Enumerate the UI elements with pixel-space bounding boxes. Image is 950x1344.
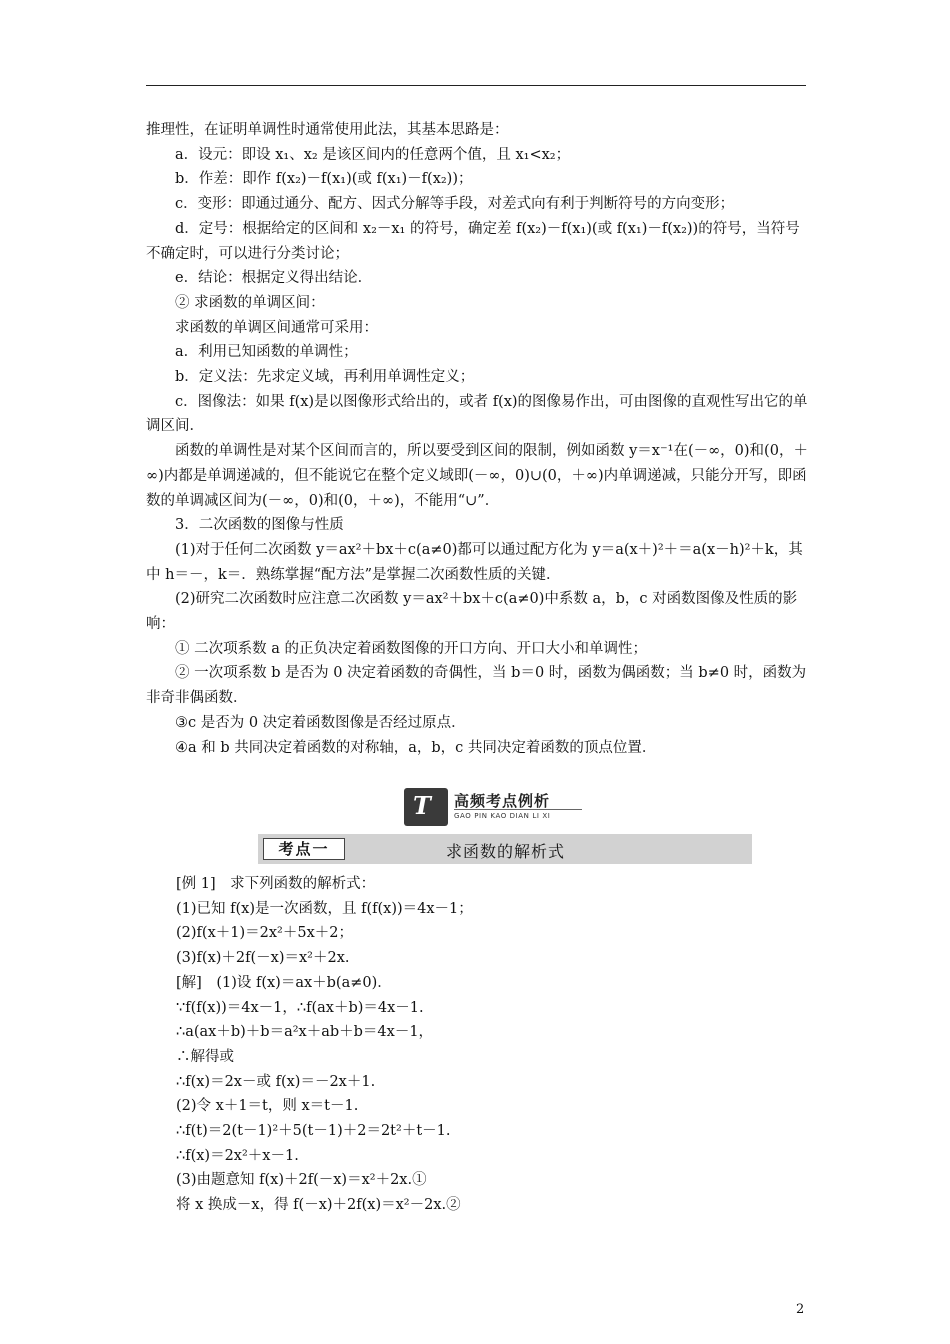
- text-line: ∴f(t)＝2(t－1)²＋5(t－1)＋2＝2t²＋t－1.: [176, 1123, 451, 1140]
- text-line: a．利用已知函数的单调性；: [175, 344, 358, 361]
- text-line: ∴f(x)＝2x－或 f(x)＝－2x＋1.: [176, 1073, 376, 1090]
- kaodian-bar: [258, 834, 752, 864]
- kaodian-tag: 考点一: [263, 838, 345, 860]
- text-line: a．设元：即设 x₁、x₂ 是该区间内的任意两个值，且 x₁<x₂；: [175, 146, 571, 163]
- banner-divider: [454, 809, 582, 810]
- header-rule: [146, 85, 806, 86]
- text-line: 将 x 换成－x，得 f(－x)＋2f(x)＝x²－2x.②: [176, 1197, 461, 1214]
- text-line: c．图像法：如果 f(x)是以图像形式给出的，或者 f(x)的图像易作出，可由图像的直观性写出它的单调区间．: [146, 393, 808, 435]
- text-line: ④a 和 b 共同决定着函数的对称轴，a，b，c 共同决定着函数的顶点位置．: [175, 739, 657, 756]
- body-text: [146, 118, 810, 760]
- text-line: (2)令 x＋1＝t，则 x＝t－1.: [176, 1098, 359, 1115]
- text-line: 求函数的单调区间通常可采用：: [175, 319, 378, 336]
- text-line: (1)对于任何二次函数 y＝ax²＋bx＋c(a≠0)都可以通过配方化为 y＝a(x＋)²＋＝a(x－h)²＋k，其中 h＝－，k＝．熟练掌握“配方法”是掌握二次函数性质的关键．: [146, 541, 803, 583]
- text-line: ∴f(x)＝2x²＋x－1.: [176, 1147, 299, 1164]
- text-line: ② 求函数的单调区间：: [175, 294, 325, 311]
- text-line: (2)f(x＋1)＝2x²＋5x＋2；: [176, 925, 353, 942]
- banner-title: 高频考点例析: [454, 792, 551, 810]
- text-line: (1)已知 f(x)是一次函数，且 f(f(x))＝4x－1；: [176, 900, 473, 917]
- text-line: ∴a(ax＋b)＋b＝a²x＋ab＋b＝4x－1，: [176, 1024, 434, 1041]
- text-line: [解] (1)设 f(x)＝ax＋b(a≠0)．: [176, 974, 392, 991]
- page-number: 2: [796, 1302, 805, 1317]
- text-line: b．定义法：先求定义域，再利用单调性定义；: [175, 369, 475, 386]
- banner-logo-glyph: T: [413, 791, 431, 820]
- text-line: ∴解得或: [176, 1048, 234, 1065]
- text-line: [例 1] 求下列函数的解析式：: [176, 876, 376, 892]
- banner-subtitle: GAO PIN KAO DIAN LI XI: [454, 812, 551, 820]
- text-line: (3)由题意知 f(x)＋2f(－x)＝x²＋2x.①: [176, 1172, 427, 1189]
- section-banner: [404, 786, 584, 826]
- kaodian-title: 求函数的解析式: [446, 842, 566, 861]
- text-line: 推理性，在证明单调性时通常使用此法，其基本思路是：: [146, 122, 509, 138]
- text-line: b．作差：即作 f(x₂)－f(x₁)(或 f(x₁)－f(x₂))；: [175, 171, 473, 188]
- text-line: ③c 是否为 0 决定着函数图像是否经过原点．: [175, 714, 466, 731]
- text-line: e．结论：根据定义得出结论．: [175, 270, 373, 287]
- banner-logo-icon: [404, 788, 448, 826]
- text-line: ② 一次项系数 b 是否为 0 决定着函数的奇偶性，当 b＝0 时，函数为偶函数；当 b≠0 时，函数为非奇非偶函数．: [146, 665, 807, 707]
- text-line: ① 二次项系数 a 的正负决定着函数图像的开口方向、开口大小和单调性；: [175, 640, 647, 657]
- example-text: [176, 872, 796, 1218]
- text-line: ∵f(f(x))＝4x－1，∴f(ax＋b)＝4x－1.: [176, 999, 424, 1016]
- text-line: d．定号：根据给定的区间和 x₂－x₁ 的符号，确定差 f(x₂)－f(x₁)(或 f(x₁)－f(x₂))的符号，当符号不确定时，可以进行分类讨论；: [146, 220, 800, 262]
- section-heading: 3．二次函数的图像与性质: [175, 517, 344, 534]
- text-line: (2)研究二次函数时应注意二次函数 y＝ax²＋bx＋c(a≠0)中系数 a，b，c 对函数图像及性质的影响：: [146, 591, 798, 633]
- text-line: c．变形：即通过通分、配方、因式分解等手段，对差式向有利于判断符号的方向变形；: [175, 196, 735, 213]
- text-line: (3)f(x)＋2f(－x)＝x²＋2x.: [176, 950, 350, 967]
- text-line: 函数的单调性是对某个区间而言的，所以要受到区间的限制，例如函数 y＝x⁻¹在(－∞，0)和(0，＋∞)内都是单调递减的，但不能说它在整个定义域即(－∞，0)∪(0，＋∞)内单调递减，只能分开写，即函数的单调减区间为(－∞，0)和(0，＋∞)，不能用“∪”．: [146, 443, 808, 509]
